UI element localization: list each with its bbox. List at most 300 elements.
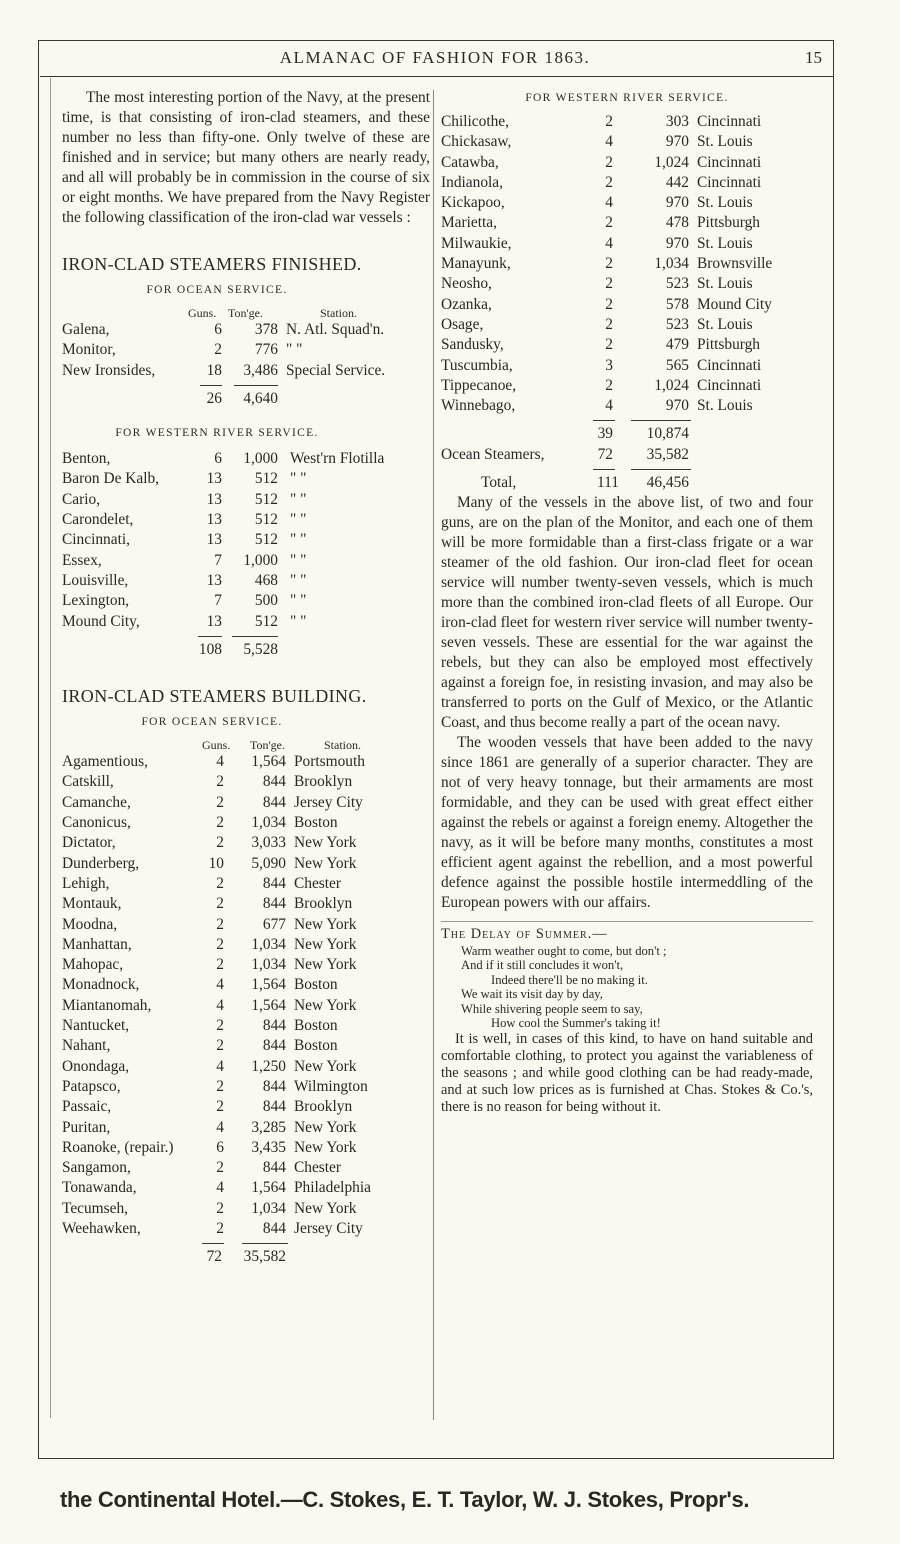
table-row <box>441 213 813 233</box>
left-frame-rule <box>38 40 39 1458</box>
table-row <box>62 1118 430 1138</box>
cell-tons: 844 <box>262 793 286 811</box>
table-row <box>62 1178 430 1198</box>
cell-station: " " <box>290 571 307 589</box>
cell-guns: 7 <box>214 592 222 610</box>
cell-name: Miantanomah, <box>62 996 152 1014</box>
table-row <box>441 396 813 416</box>
col-head-guns: Guns. <box>188 306 217 320</box>
table-row <box>62 571 430 591</box>
table-row <box>62 490 430 510</box>
cell-guns: 4 <box>605 194 613 212</box>
table-row <box>62 530 430 550</box>
cell-tons: 844 <box>262 895 286 913</box>
cell-guns: 2 <box>216 834 224 852</box>
cell-guns: 4 <box>216 976 224 994</box>
cell-tons: 1,564 <box>251 753 286 771</box>
cell-tons: 970 <box>665 194 689 212</box>
table-row <box>62 1077 430 1097</box>
finished-river-table <box>62 449 430 632</box>
table-row <box>62 935 430 955</box>
cell-tons: 1,024 <box>654 376 689 394</box>
table-row <box>441 356 813 376</box>
table-row <box>441 173 813 193</box>
finished-ocean-subtitle: FOR OCEAN SERVICE. <box>146 284 288 296</box>
cell-name: Milwaukie, <box>441 234 512 252</box>
cell-tons: 970 <box>665 234 689 252</box>
cell-name: Tuscumbia, <box>441 356 513 374</box>
total-guns: 108 <box>198 640 222 658</box>
grand-total-row <box>441 473 813 493</box>
col-head-tonnage: Ton'ge. <box>228 306 263 320</box>
cell-tons: 1,034 <box>251 935 286 953</box>
cell-name: Ozanka, <box>441 295 492 313</box>
cell-name: Benton, <box>62 450 111 468</box>
table-row <box>62 854 430 874</box>
cell-station: West'rn Flotilla <box>290 450 385 468</box>
cell-name: Agamentious, <box>62 753 148 771</box>
cell-name: Catskill, <box>62 773 114 791</box>
cell-guns: 6 <box>214 450 222 468</box>
cell-tons: 378 <box>254 321 278 338</box>
finished-ocean-column-headers <box>62 306 430 320</box>
total-tons: 35,582 <box>243 1248 286 1266</box>
grand-total-label: Total, <box>481 474 517 492</box>
paragraph-many-vessels: Many of the vessels in the above list, of two and four guns, are on the plan of the Monitor, and each one of them will be more formidable than a first-class frigate or a war steamer of the old fashion. Our iron-clad fleet for ocean service will number twenty-seven vessels, which is much more than the combined iron-clad fleets of all Europe. Our iron-clad fleet for western river service will number twenty-seven vessels. These are essential for the war against the rebels, but they can also be employed most effectively against a foreign foe, in resisting invasion, and may also be transferred to ports on the Gulf of Mexico, or the Atlantic Coast, and thus become really a part of the ocean navy. <box>441 494 813 732</box>
table-row <box>62 975 430 995</box>
cell-name: Monitor, <box>62 341 116 359</box>
cell-tons: 468 <box>254 571 278 589</box>
cell-guns: 4 <box>216 1179 224 1197</box>
cell-name: Manayunk, <box>441 255 511 273</box>
cell-tons: 523 <box>665 275 689 293</box>
table-row <box>62 1158 430 1178</box>
table-row <box>441 112 813 132</box>
cell-station: Wilmington <box>294 1077 368 1095</box>
cell-tons: 303 <box>665 113 689 130</box>
total-tons: 4,640 <box>243 389 278 407</box>
cell-tons: 677 <box>262 915 286 933</box>
cell-tons: 1,564 <box>251 976 286 994</box>
cell-station: Cincinnati <box>697 356 762 374</box>
cell-guns: 4 <box>216 1118 224 1136</box>
cell-name: Moodna, <box>62 915 118 933</box>
cell-name: Chickasaw, <box>441 133 512 151</box>
cell-station: Pittsburgh <box>697 214 761 232</box>
cell-name: Marietta, <box>441 214 497 232</box>
grand-total-guns: 111 <box>597 474 619 492</box>
cell-guns: 2 <box>605 275 613 293</box>
cell-name: Sandusky, <box>441 336 504 354</box>
cell-guns: 7 <box>214 551 222 569</box>
finished-ocean-total <box>62 389 430 409</box>
cell-name: Neosho, <box>441 275 492 293</box>
cell-station: St. Louis <box>697 234 753 252</box>
table-row <box>441 274 813 294</box>
cell-tons: 478 <box>665 214 689 232</box>
table-row <box>62 1138 430 1158</box>
cell-tons: 1,250 <box>251 1057 286 1075</box>
total-guns: 72 <box>206 1248 222 1266</box>
cell-guns: 2 <box>216 1199 224 1217</box>
cell-name: Cario, <box>62 490 101 508</box>
cell-station: New York <box>294 956 357 974</box>
cell-station: St. Louis <box>697 315 753 333</box>
cell-guns: 4 <box>605 397 613 415</box>
cell-name: Tippecanoe, <box>441 376 517 394</box>
cell-station: New York <box>294 1118 357 1136</box>
bottom-frame-rule <box>38 1458 834 1459</box>
poem-line: Indeed there'll be no making it. <box>491 972 648 987</box>
cell-tons: 844 <box>262 1077 286 1095</box>
cell-guns: 2 <box>216 793 224 811</box>
cell-tons: 1,034 <box>654 255 689 273</box>
cell-station: " " <box>290 612 307 630</box>
cell-guns: 13 <box>206 470 222 488</box>
table-row <box>62 320 430 340</box>
header-bottom-rule <box>40 76 833 77</box>
table-row <box>62 1057 430 1077</box>
cell-station: " " <box>290 511 307 529</box>
table-row <box>62 996 430 1016</box>
cell-station: Philadelphia <box>294 1179 371 1197</box>
cell-name: Manhattan, <box>62 935 132 953</box>
table-row <box>62 361 430 381</box>
cell-tons: 844 <box>262 773 286 791</box>
cell-name: Indianola, <box>441 173 503 191</box>
cell-station: Boston <box>294 1037 338 1055</box>
cell-tons: 1,000 <box>243 551 278 569</box>
cell-tons: 1,034 <box>251 1199 286 1217</box>
cell-station: New York <box>294 834 357 852</box>
cell-station: New York <box>294 854 357 872</box>
cell-station: St. Louis <box>697 133 753 151</box>
building-ocean-table <box>62 752 430 1239</box>
poem-line: We wait its visit day by day, <box>461 987 603 1002</box>
table-row <box>62 833 430 853</box>
cell-guns: 2 <box>605 376 613 394</box>
advert-body: It is well, in cases of this kind, to have on hand suitable and comfortable clothing, to protect you against the variableness of the seasons ; and while good clothing can be had ready-made, and at such low prices as is furnished at Chas. Stokes & Co.'s, there is no reason for being without it. <box>441 1030 813 1116</box>
intro-paragraph: The most interesting portion of the Navy, at the present time, is that consisting of iron-clad steamers, and these number no less than fifty-one. Only twelve of these are finished and in service; but many others are nearly ready, and all will probably be in commission in the course of six or eight months. We have prepared from the Navy Register the following classification of the iron-clad war vessels : <box>62 89 430 226</box>
cell-tons: 523 <box>665 315 689 333</box>
cell-name: Tonawanda, <box>62 1179 137 1197</box>
cell-station: Jersey City <box>294 793 363 811</box>
cell-station: " " <box>290 531 307 549</box>
col-head-guns: Guns. <box>202 738 231 753</box>
cell-tons: 970 <box>665 133 689 151</box>
cell-name: Nahant, <box>62 1037 111 1055</box>
grand-total-tons: 46,456 <box>646 474 689 492</box>
cell-guns: 2 <box>216 1219 224 1237</box>
cell-station: " " <box>290 551 307 569</box>
col-head-station: Station. <box>320 306 358 320</box>
col-head-tonnage: Ton'ge. <box>250 738 285 753</box>
top-frame-rule <box>38 40 833 41</box>
finished-ocean-table <box>62 320 430 381</box>
table-row <box>62 813 430 833</box>
cell-station: Cincinnati <box>697 153 762 171</box>
cell-station: Special Service. <box>286 361 386 379</box>
cell-station: Mound City <box>697 295 772 313</box>
table-row <box>62 340 430 360</box>
table-row <box>441 254 813 274</box>
poem-line: And if it still concludes it won't, <box>461 958 624 973</box>
cell-station: New York <box>294 1199 357 1217</box>
cell-guns: 13 <box>206 511 222 529</box>
table-row <box>441 234 813 254</box>
cell-guns: 2 <box>216 1017 224 1035</box>
cell-station: New York <box>294 1138 357 1156</box>
cell-tons: 3,486 <box>243 361 278 379</box>
cell-name: Monadnock, <box>62 976 140 994</box>
total-rule <box>62 381 430 389</box>
advert-poem <box>441 944 813 1031</box>
cell-station: " " <box>290 592 307 610</box>
cell-name: Osage, <box>441 315 484 333</box>
finished-river-subtitle: FOR WESTERN RIVER SERVICE. <box>115 427 319 440</box>
total-rule <box>62 1239 430 1247</box>
cell-tons: 844 <box>262 874 286 892</box>
building-river-subtotal <box>441 424 813 444</box>
cell-guns: 2 <box>605 336 613 354</box>
table-row <box>62 1036 430 1056</box>
table-row <box>62 955 430 975</box>
cell-guns: 13 <box>206 531 222 549</box>
cell-tons: 479 <box>665 336 689 354</box>
cell-station: " " <box>290 490 307 508</box>
col-head-station: Station. <box>324 738 362 753</box>
cell-tons: 1,000 <box>243 450 278 468</box>
cell-station: Chester <box>294 874 342 892</box>
cell-guns: 18 <box>206 361 222 379</box>
cell-station: New York <box>294 1057 357 1075</box>
cell-name: Mound City, <box>62 612 140 630</box>
total-rule <box>441 465 813 473</box>
cell-name: Passaic, <box>62 1098 112 1116</box>
paragraph-wooden-vessels: The wooden vessels that have been added to the navy since 1861 are generally of a superior character. They are not of very heavy tonnage, but their armaments are most formidable, and they can be used with great effect either against the rebels or against a foreign enemy. Altogether the navy, as it will be before many months, constitutes a most efficient agent against the rebellion, and a most powerful defence against the possible hostile intermeddling of the European powers with our affairs. <box>441 734 813 912</box>
cell-guns: 13 <box>206 490 222 508</box>
cell-station: N. Atl. Squad'n. <box>286 321 385 338</box>
cell-tons: 1,024 <box>654 153 689 171</box>
cell-guns: 4 <box>216 753 224 771</box>
table-row <box>62 752 430 772</box>
ocean-steamers-row <box>441 445 813 465</box>
cell-station: Brooklyn <box>294 895 353 913</box>
table-row <box>441 153 813 173</box>
table-row <box>62 915 430 935</box>
cell-name: Onondaga, <box>62 1057 130 1075</box>
cell-guns: 3 <box>605 356 613 374</box>
right-frame-rule <box>833 40 834 1458</box>
column-divider <box>433 90 434 1420</box>
cell-station: Cincinnati <box>697 376 762 394</box>
left-column <box>62 88 430 1268</box>
cell-name: New Ironsides, <box>62 361 156 379</box>
cell-tons: 512 <box>254 511 278 529</box>
cell-tons: 565 <box>665 356 689 374</box>
advert-rule <box>441 921 813 922</box>
cell-name: Carondelet, <box>62 511 134 529</box>
table-row <box>62 1219 430 1239</box>
poem-line: While shivering people seem to say, <box>461 1001 643 1016</box>
table-row <box>62 1016 430 1036</box>
cell-tons: 512 <box>254 612 278 630</box>
cell-name: Chilicothe, <box>441 113 509 130</box>
cell-tons: 844 <box>262 1159 286 1177</box>
cell-tons: 3,285 <box>251 1118 286 1136</box>
cell-guns: 2 <box>216 1077 224 1095</box>
cell-tons: 776 <box>254 341 278 359</box>
cell-name: Puritan, <box>62 1118 111 1136</box>
cell-station: Boston <box>294 976 338 994</box>
table-row <box>62 449 430 469</box>
cell-station: St. Louis <box>697 275 753 293</box>
cell-tons: 3,435 <box>251 1138 286 1156</box>
table-row <box>62 469 430 489</box>
advert-title: The Delay of Summer.— <box>441 926 608 943</box>
building-river-table <box>441 112 813 416</box>
cell-guns: 2 <box>216 915 224 933</box>
cell-guns: 2 <box>216 814 224 832</box>
cell-station: Brooklyn <box>294 773 353 791</box>
cell-guns: 2 <box>216 1037 224 1055</box>
cell-station: New York <box>294 996 357 1014</box>
cell-guns: 13 <box>206 571 222 589</box>
cell-tons: 512 <box>254 490 278 508</box>
cell-guns: 2 <box>214 341 222 359</box>
subtotal-tons: 10,874 <box>646 425 689 443</box>
cell-name: Montauk, <box>62 895 122 913</box>
building-heading: IRON-CLAD STEAMERS BUILDING. <box>62 686 367 707</box>
cell-tons: 1,034 <box>251 956 286 974</box>
cell-guns: 6 <box>214 321 222 338</box>
cell-name: Tecumseh, <box>62 1199 129 1217</box>
cell-tons: 844 <box>262 1017 286 1035</box>
cell-tons: 1,564 <box>251 1179 286 1197</box>
poem-line: How cool the Summer's taking it! <box>491 1016 661 1031</box>
cell-tons: 578 <box>665 295 689 313</box>
cell-name: Dictator, <box>62 834 116 852</box>
cell-name: Winnebago, <box>441 397 516 415</box>
running-head: ALMANAC OF FASHION FOR 1863. <box>279 48 591 67</box>
cell-station: New York <box>294 915 357 933</box>
cell-tons: 5,090 <box>251 854 286 872</box>
cell-guns: 2 <box>216 895 224 913</box>
cell-station: " " <box>286 341 303 359</box>
building-ocean-total <box>62 1247 430 1267</box>
cell-station: St. Louis <box>697 194 753 212</box>
right-column <box>441 88 813 1117</box>
cell-guns: 2 <box>216 935 224 953</box>
building-ocean-subtitle: FOR OCEAN SERVICE. <box>141 716 283 729</box>
building-river-subtitle: FOR WESTERN RIVER SERVICE. <box>525 92 729 104</box>
cell-name: Nantucket, <box>62 1017 130 1035</box>
cell-guns: 4 <box>216 996 224 1014</box>
cell-station: St. Louis <box>697 397 753 415</box>
cell-station: Brooklyn <box>294 1098 353 1116</box>
cell-station: Boston <box>294 814 338 832</box>
cell-station: Pittsburgh <box>697 336 761 354</box>
cell-station: Chester <box>294 1159 342 1177</box>
table-row <box>441 315 813 335</box>
cell-name: Galena, <box>62 321 110 338</box>
ocean-steamers-label: Ocean Steamers, <box>441 445 545 463</box>
table-row <box>441 335 813 355</box>
page-header <box>40 44 830 74</box>
cell-guns: 2 <box>605 173 613 191</box>
cell-tons: 1,034 <box>251 814 286 832</box>
cell-name: Patapsco, <box>62 1077 121 1095</box>
cell-tons: 500 <box>254 592 278 610</box>
table-row <box>62 772 430 792</box>
cell-guns: 2 <box>605 113 613 130</box>
cell-guns: 6 <box>216 1138 224 1156</box>
cell-tons: 442 <box>665 173 689 191</box>
cell-tons: 844 <box>262 1098 286 1116</box>
page-number: 15 <box>805 48 822 67</box>
cell-station: Cincinnati <box>697 173 762 191</box>
total-tons: 5,528 <box>243 640 278 658</box>
finished-river-total <box>62 640 430 660</box>
cell-tons: 1,564 <box>251 996 286 1014</box>
left-inner-rule <box>50 78 51 1418</box>
total-rule <box>62 632 430 640</box>
cell-station: Portsmouth <box>294 753 365 771</box>
cell-name: Cincinnati, <box>62 531 130 549</box>
footer-banner: the Continental Hotel.—C. Stokes, E. T. Taylor, W. J. Stokes, Propr's. <box>60 1487 750 1512</box>
cell-name: Kickapoo, <box>441 194 505 212</box>
cell-station: Brownsville <box>697 255 773 273</box>
table-row <box>62 551 430 571</box>
table-row <box>441 295 813 315</box>
cell-tons: 512 <box>254 531 278 549</box>
table-row <box>441 376 813 396</box>
cell-guns: 13 <box>206 612 222 630</box>
cell-guns: 4 <box>605 133 613 151</box>
cell-name: Sangamon, <box>62 1159 131 1177</box>
cell-name: Dunderberg, <box>62 854 140 872</box>
cell-guns: 4 <box>216 1057 224 1075</box>
table-row <box>62 591 430 611</box>
table-row <box>62 510 430 530</box>
cell-guns: 2 <box>216 1159 224 1177</box>
cell-name: Weehawken, <box>62 1219 141 1237</box>
table-row <box>62 1097 430 1117</box>
cell-name: Louisville, <box>62 571 129 589</box>
cell-guns: 2 <box>216 1098 224 1116</box>
cell-name: Baron De Kalb, <box>62 470 160 488</box>
cell-guns: 2 <box>605 214 613 232</box>
subtotal-guns: 39 <box>597 425 613 443</box>
cell-name: Catawba, <box>441 153 499 171</box>
cell-tons: 844 <box>262 1219 286 1237</box>
cell-guns: 2 <box>605 255 613 273</box>
cell-name: Mahopac, <box>62 956 124 974</box>
cell-station: Cincinnati <box>697 113 762 130</box>
poem-line: Warm weather ought to come, but don't ; <box>461 943 667 958</box>
cell-name: Roanoke, (repair.) <box>62 1138 174 1156</box>
cell-tons: 512 <box>254 470 278 488</box>
cell-guns: 10 <box>208 854 224 872</box>
cell-tons: 844 <box>262 1037 286 1055</box>
table-row <box>441 132 813 152</box>
cell-name: Camanche, <box>62 793 131 811</box>
ocean-steamers-guns: 72 <box>597 445 613 463</box>
total-rule <box>441 416 813 424</box>
cell-guns: 2 <box>605 153 613 171</box>
ocean-steamers-tons: 35,582 <box>646 445 689 463</box>
building-ocean-column-headers <box>62 738 430 752</box>
